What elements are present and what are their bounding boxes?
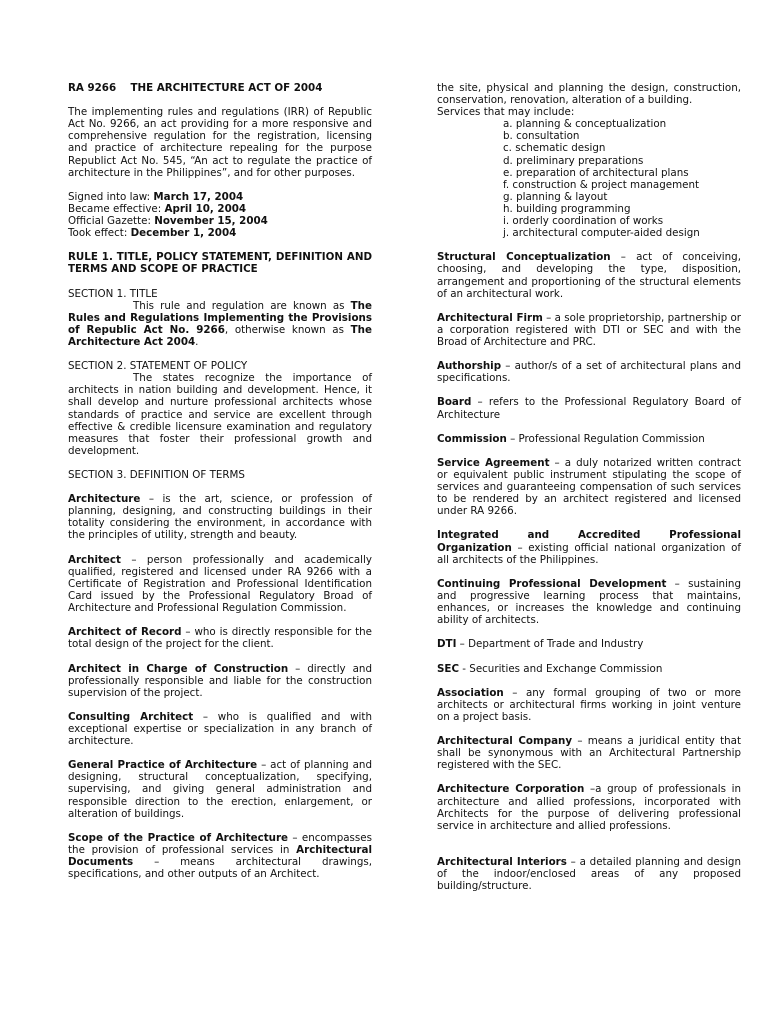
section-1-heading: SECTION 1. TITLE <box>68 287 158 300</box>
definition-cpd: Continuing Professional Development – sustaining and progressive learning process that maintains, enhances, or increases the knowledge and continuing ability of architects. <box>437 577 741 627</box>
date-effective: Became effective: April 10, 2004 <box>68 202 247 215</box>
definition-commission: Commission – Professional Regulation Commission <box>437 432 705 445</box>
services-list <box>437 118 741 239</box>
list-item: i. orderly coordination of works <box>503 215 664 228</box>
left-column <box>68 82 372 892</box>
section-1-body: This rule and regulation are known as The Rules and Regulations Implementing the Provisions of Republic Act No. 9266, otherwise known as The Architecture Act 2004. <box>68 299 372 348</box>
date-took-effect: Took effect: December 1, 2004 <box>68 227 237 240</box>
section-2-body: The states recognize the importance of architects in nation building and development. Hence, it shall develop and nurture professional architects whose standards of practice and service are excellent through effective & credible licensure examination and regulatory measures that foster their professional growth and development. <box>68 372 372 457</box>
list-item: f. construction & project management <box>503 178 700 191</box>
scope-continuation: the site, physical and planning the design, construction, conservation, renovation, alteration of a building. <box>437 82 741 107</box>
document-title: RA 9266 THE ARCHITECTURE ACT OF 2004 <box>68 82 323 94</box>
definition-architecture-corporation: Architecture Corporation –a group of professionals in architecture and allied professions, incorporated with Architects for the purpose of delivering professional service in architecture and allied professions. <box>437 783 742 832</box>
definition-authorship: Authorship – author/s of a set of architectural plans and specifications. <box>437 360 741 385</box>
section-3-heading: SECTION 3. DEFINITION OF TERMS <box>68 469 245 481</box>
definition-scope-of-practice: Scope of the Practice of Architecture – encompasses the provision of professional services in Architectural Documents – means architectural drawings, specifications, and other outputs of an Architect. <box>68 831 372 881</box>
definition-architect-in-charge: Architect in Charge of Construction – directly and professionally responsible and liable for the construction supervision of the project. <box>68 662 372 699</box>
definition-iapo: Integrated and Accredited Professional Organization – existing official national organization of all architects of the Philippines. <box>437 529 741 566</box>
services-label: Services that may include: <box>437 106 575 119</box>
list-item: a. planning & conceptualization <box>503 118 667 131</box>
section-2-heading: SECTION 2. STATEMENT OF POLICY <box>68 360 248 373</box>
date-signed: Signed into law: March 17, 2004 <box>68 190 244 203</box>
definition-architectural-interiors: Architectural Interiors – a detailed planning and design of the indoor/enclosed areas of any proposed building/structure. <box>437 855 741 892</box>
definition-architect-of-record: Architect of Record – who is directly responsible for the total design of the project for the client. <box>68 626 372 651</box>
definition-architecture: Architecture – is the art, science, or profession of planning, designing, and constructing buildings in their totality considering the environment, in accordance with the principles of utility, strength and beauty. <box>68 493 372 542</box>
definition-consulting-architect: Consulting Architect – who is qualified and with exceptional expertise or specialization in any branch of architecture. <box>68 710 372 748</box>
definition-service-agreement: Service Agreement – a duly notarized written contract or equivalent public instrument stipulating the scope of services and guaranteeing compensation of such services to be rendered by an architect registered and licensed under RA 9266. <box>437 456 741 518</box>
list-item: h. building programming <box>503 202 631 215</box>
definition-architectural-company: Architectural Company – means a juridical entity that shall be synonymous with an Architectural Partnership registered with the SEC. <box>437 735 741 772</box>
definition-architect: Architect – person professionally and academically qualified, registered and licensed under RA 9266 with a Certificate of Registration and Professional Identification Card issued by the Professional Regulatory Broad of Architecture and Professional Regulation Commission. <box>68 553 372 615</box>
definition-general-practice: General Practice of Architecture – act of planning and designing, structural conceptualization, specifying, supervising, and giving general administration and responsible direction to the erection, enlargement, or alteration of buildings. <box>68 759 372 820</box>
date-gazette: Official Gazette: November 15, 2004 <box>68 215 268 228</box>
list-item: g. planning & layout <box>503 190 608 203</box>
definition-sec: SEC - Securities and Exchange Commission <box>437 662 663 675</box>
definition-dti: DTI – Department of Trade and Industry <box>437 638 644 651</box>
intro-paragraph: The implementing rules and regulations (IRR) of Republic Act No. 9266, an act providing for a more responsive and comprehensive regulation for the registration, licensing and practice of architecture repealing for the purpose Republict Act No. 545, “An act to regulate the practice of architecture in the Philippines”, and for other purposes. <box>68 106 372 179</box>
rule-1-heading: RULE 1. TITLE, POLICY STATEMENT, DEFINITION AND TERMS AND SCOPE OF PRACTICE <box>68 251 372 276</box>
definition-structural-conceptualization: Structural Conceptualization – act of conceiving, choosing, and developing the type, disposition, arrangement and proportioning of the structural elements of an architectural work. <box>437 251 741 300</box>
list-item: d. preliminary preparations <box>503 154 644 167</box>
right-column <box>437 82 741 904</box>
definition-association: Association – any formal grouping of two or more architects or architectural firms working in joint venture on a project basis. <box>437 686 741 723</box>
definition-board: Board – refers to the Professional Regulatory Board of Architecture <box>437 396 741 421</box>
list-item: j. architectural computer-aided design <box>503 227 700 240</box>
definition-architectural-firm: Architectural Firm – a sole proprietorship, partnership or a corporation registered with DTI or SEC and with the Broad of Architecture and PRC. <box>437 311 741 348</box>
list-item: c. schematic design <box>503 142 606 155</box>
list-item: e. preparation of architectural plans <box>503 166 689 179</box>
list-item: b. consultation <box>503 130 580 143</box>
dates-block <box>68 191 372 239</box>
